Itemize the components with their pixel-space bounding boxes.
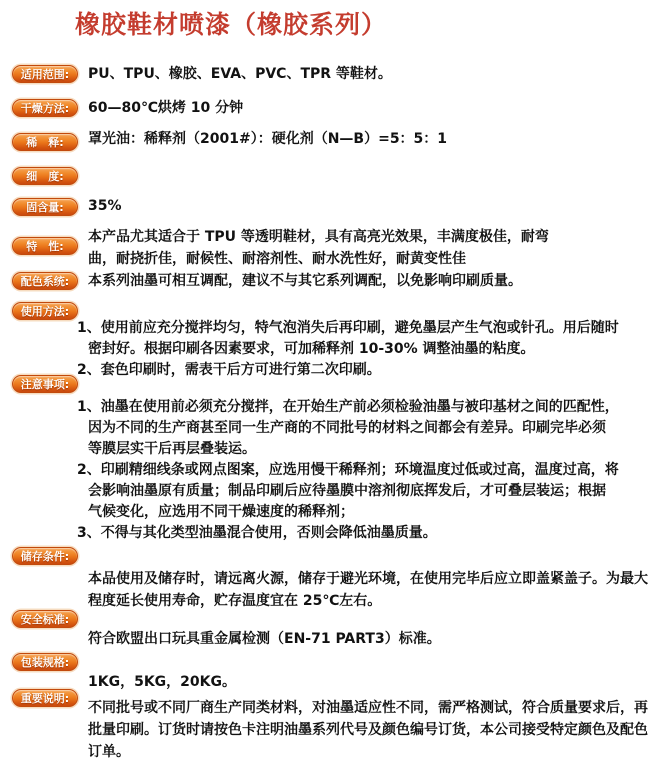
list-item-line: 2、套色印刷时，需表干后方可进行第二次印刷。 (77, 362, 381, 378)
section-precautions (0, 375, 650, 544)
solid-content-content (88, 195, 642, 217)
color-system-content (88, 270, 642, 292)
fineness-badge: 细 度: (12, 167, 78, 185)
color-system-badge: 配色系统: (12, 272, 78, 290)
precautions-badge: 注意事项: (12, 375, 78, 393)
text-line: 本系列油墨可相互调配，建议不与其它系列调配，以免影响印刷质量。 (88, 273, 522, 289)
section-solid-content (0, 195, 650, 217)
section-characteristics (0, 226, 650, 270)
usage-content (77, 318, 642, 381)
precautions-content (77, 397, 642, 544)
list-item-line: 密封好。根据印刷各因素要求，可加稀释剂 10-30% 调整油墨的粘度。 (88, 341, 535, 357)
drying-method-content (88, 97, 642, 119)
applicable-range-content (88, 63, 642, 85)
packaging-badge: 包装规格: (12, 653, 78, 671)
dilution-badge: 稀 释: (12, 133, 78, 151)
text-line: 1KG，5KG，20KG。 (88, 674, 236, 690)
storage-badge: 储存条件: (12, 547, 78, 565)
text-line: 35% (88, 198, 122, 214)
list-item-line: 2、印刷精细线条或网点图案，应选用慢干稀释剂；环境温度过低或过高，温度过高，将 (77, 462, 619, 478)
section-safety-standard (0, 610, 650, 650)
text-line: PU、TPU、橡胶、EVA、PVC、TPR 等鞋材。 (88, 66, 392, 82)
list-item-line: 1、油墨在使用前必须充分搅拌，在开始生产前必须检验油墨与被印基材之间的匹配性， (77, 399, 619, 415)
storage-content (88, 568, 648, 612)
text-line: 曲，耐挠折佳，耐候性、耐溶剂性、耐水洗性好，耐黄变性佳 (88, 251, 466, 267)
important-notes-content (88, 697, 648, 763)
applicable-range-badge: 适用范围: (12, 65, 78, 83)
text-line: 罩光油：稀释剂（2001#）：硬化剂（N—B）=5：5：1 (88, 131, 448, 147)
section-storage (0, 547, 650, 612)
list-item-line: 气候变化，应选用不同干燥速度的稀释剂； (88, 504, 354, 520)
text-line: 60—80℃烘烤 10 分钟 (88, 100, 244, 116)
text-line: 程度延长使用寿命，贮存温度宜在 25℃左右。 (88, 593, 382, 609)
section-important-notes (0, 689, 650, 763)
safety-standard-badge: 安全标准: (12, 610, 78, 628)
section-usage (0, 302, 650, 381)
dilution-content (88, 128, 642, 150)
text-line: 符合欧盟出口玩具重金属检测（EN-71 PART3）标准。 (88, 631, 441, 647)
important-notes-badge: 重要说明: (12, 689, 78, 707)
section-packaging (0, 653, 650, 693)
text-line: 本品使用及储存时，请远离火源，储存于避光环境，在使用完毕后应立即盖紧盖子。为最大 (88, 571, 648, 587)
solid-content-badge: 固含量: (12, 198, 78, 216)
characteristics-content (88, 226, 642, 270)
usage-badge: 使用方法: (12, 302, 78, 320)
text-line: 批量印刷。订货时请按色卡注明油墨系列代号及颜色编号订货，本公司接受特定颜色及配色 (88, 722, 648, 738)
list-item-line: 3、不得与其化类型油墨混合使用，否则会降低油墨质量。 (77, 525, 437, 541)
list-item-line: 会影响油墨原有质量；制品印刷后应待墨膜中溶剂彻底挥发后，才可叠层装运；根据 (88, 483, 606, 499)
list-item-line: 因为不同的生产商甚至同一生产商的不同批号的材料之间都会有差异。印刷完毕必须 (88, 420, 606, 436)
section-dilution (0, 128, 650, 150)
characteristics-badge: 特 性: (12, 237, 78, 255)
list-item-line: 1、使用前应充分搅拌均匀，特气泡消失后再印刷，避免墨层产生气泡或针孔。用后随时 (77, 320, 619, 336)
text-line: 订单。 (88, 744, 130, 760)
list-item-line: 等膜层实干后再层叠装运。 (88, 441, 256, 457)
drying-method-badge: 干燥方法: (12, 99, 78, 117)
page-title: 橡胶鞋材喷漆（橡胶系列） (75, 10, 388, 39)
text-line: 不同批号或不同厂商生产同类材料，对油墨适应性不同，需严格测试，符合质量要求后，再 (88, 700, 648, 716)
section-applicable-range (0, 63, 650, 85)
section-drying-method (0, 97, 650, 119)
text-line: 本产品尤其适合于 TPU 等透明鞋材，具有高亮光效果，丰满度极佳，耐弯 (88, 229, 549, 245)
section-color-system (0, 270, 650, 292)
safety-standard-content (88, 628, 642, 650)
